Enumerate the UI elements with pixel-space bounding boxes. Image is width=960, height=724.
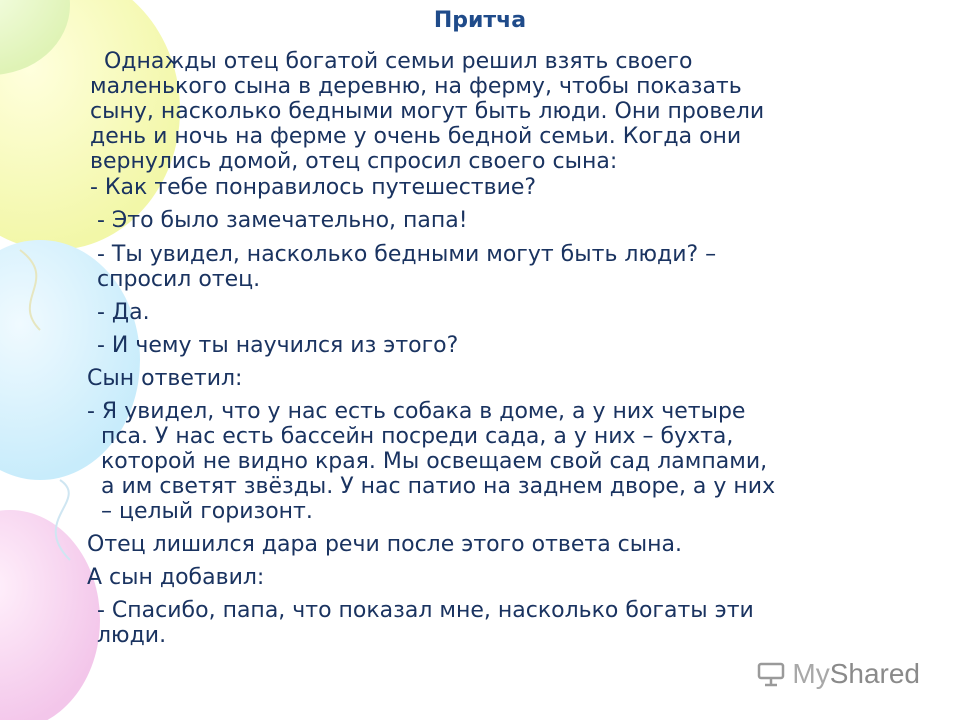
paragraph-son-added: А сын добавил: bbox=[87, 565, 265, 590]
paragraph-question-learn: - И чему ты научился из этого? bbox=[97, 333, 459, 358]
presentation-board-icon bbox=[756, 661, 786, 687]
myshared-logo bbox=[756, 658, 920, 690]
logo-text-my: My bbox=[792, 658, 830, 689]
paragraph-thanks: - Спасибо, папа, что показал мне, насколько богаты эти люди. bbox=[97, 598, 754, 648]
paragraph-question-trip: - Как тебе понравилось путешествие? bbox=[90, 175, 537, 200]
paragraph-intro: Однажды отец богатой семьи решил взять своего маленького сына в деревню, на ферму, чтобы показать сыну, насколько бедными могут быть люди. Они провели день и ночь на ферме у очень бедной семьи. Когда они вернулись домой, отец спросил своего сына: bbox=[90, 49, 765, 174]
paragraph-son-answered: Сын ответил: bbox=[87, 366, 243, 391]
logo-text-shared: Shared bbox=[829, 658, 920, 689]
page-title: Притча bbox=[433, 8, 527, 33]
paragraph-answer-yes: - Да. bbox=[97, 300, 150, 325]
paragraph-father-speechless: Отец лишился дара речи после этого ответа сына. bbox=[87, 532, 683, 557]
paragraph-question-poor: - Ты увидел, насколько бедными могут быть люди? – спросил отец. bbox=[97, 242, 717, 292]
paragraph-answer-wonderful: - Это было замечательно, папа! bbox=[97, 208, 468, 233]
paragraph-son-reply: - Я увидел, что у нас есть собака в доме, а у них четыре пса. У нас есть бассейн посреди сада, а у них – бухта, которой не видно края. Мы освещаем свой сад лампами, а им светят звёзды. У нас патио на заднем дворе, а у них – целый горизонт. bbox=[87, 399, 776, 524]
